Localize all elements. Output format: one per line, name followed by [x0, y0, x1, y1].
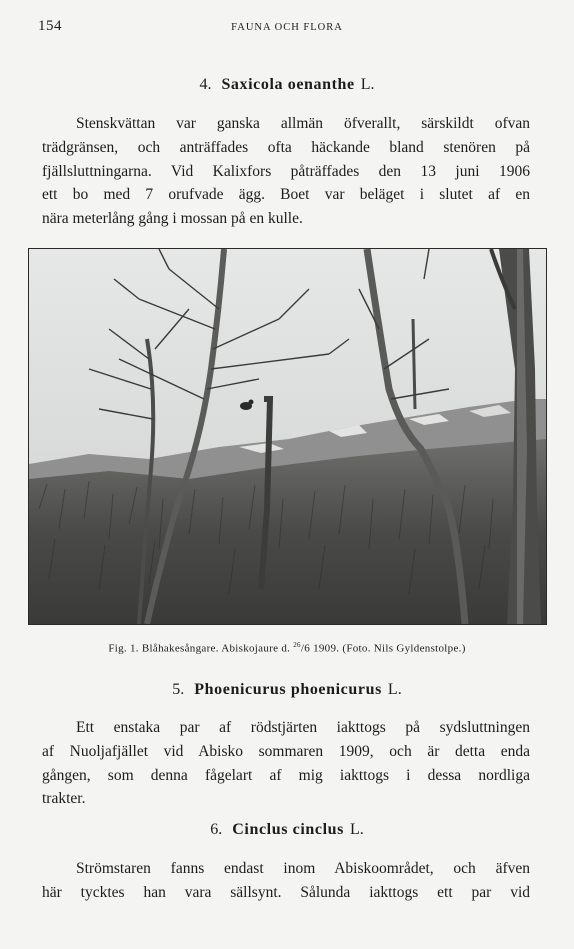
species-name: Saxicola oenanthe — [221, 76, 355, 93]
species-author: L. — [360, 76, 375, 93]
text-line: Ett enstaka par af rödstjärten iakttogs på sydsluttningen — [76, 719, 530, 736]
section-number: 5. — [172, 681, 185, 698]
text-line: nära meterlång gång i mossan på en kulle. — [42, 210, 303, 228]
section-heading — [0, 821, 574, 839]
species-name: Phoenicurus phoenicurus — [194, 681, 382, 698]
paragraph — [42, 857, 530, 905]
species-author: L. — [387, 681, 402, 698]
species-author: L. — [349, 821, 364, 838]
birch-landscape-image — [29, 249, 546, 624]
running-head: FAUNA OCH FLORA — [231, 22, 343, 33]
section-heading — [0, 76, 574, 94]
figure-caption — [0, 641, 574, 655]
text-line: här tycktes han vara sällsynt. Sålunda iakttogs ett par vid — [42, 883, 530, 901]
caption-text-rest: /6 1909. (Foto. Nils Gyldenstolpe.) — [300, 642, 466, 655]
text-line: fjällsluttningarna. Vid Kalixfors påträffades den 13 juni 1906 — [42, 162, 530, 180]
section-heading — [0, 681, 574, 699]
text-line: trakter. — [42, 790, 86, 808]
figure-photo — [28, 248, 547, 625]
species-name: Cinclus cinclus — [232, 821, 344, 838]
caption-text: Fig. 1. Blåhakesångare. Abiskojaure d. — [108, 642, 294, 655]
paragraph — [42, 112, 530, 231]
text-line: trädgränsen, och anträffades ofta häckande bland stenören på — [42, 138, 530, 156]
page-number: 154 — [38, 18, 62, 34]
caption-date-superscript: 26 — [293, 641, 301, 649]
paragraph — [42, 716, 530, 811]
text-line: af Nuoljafjället vid Abisko sommaren 1909, och är detta enda — [42, 742, 530, 760]
text-line: ett bo med 7 orufvade ägg. Boet var beläget i slutet af en — [42, 186, 530, 204]
section-number: 6. — [210, 821, 223, 838]
text-line: Strömstaren fanns endast inom Abiskoområdet, och äfven — [76, 860, 530, 877]
text-line: gången, som denna fågelart af mig iakttogs i dessa nordliga — [42, 766, 530, 784]
text-line: Stenskvättan var ganska allmän öfverallt, särskildt ofvan — [76, 115, 530, 132]
section-number: 4. — [199, 76, 212, 93]
